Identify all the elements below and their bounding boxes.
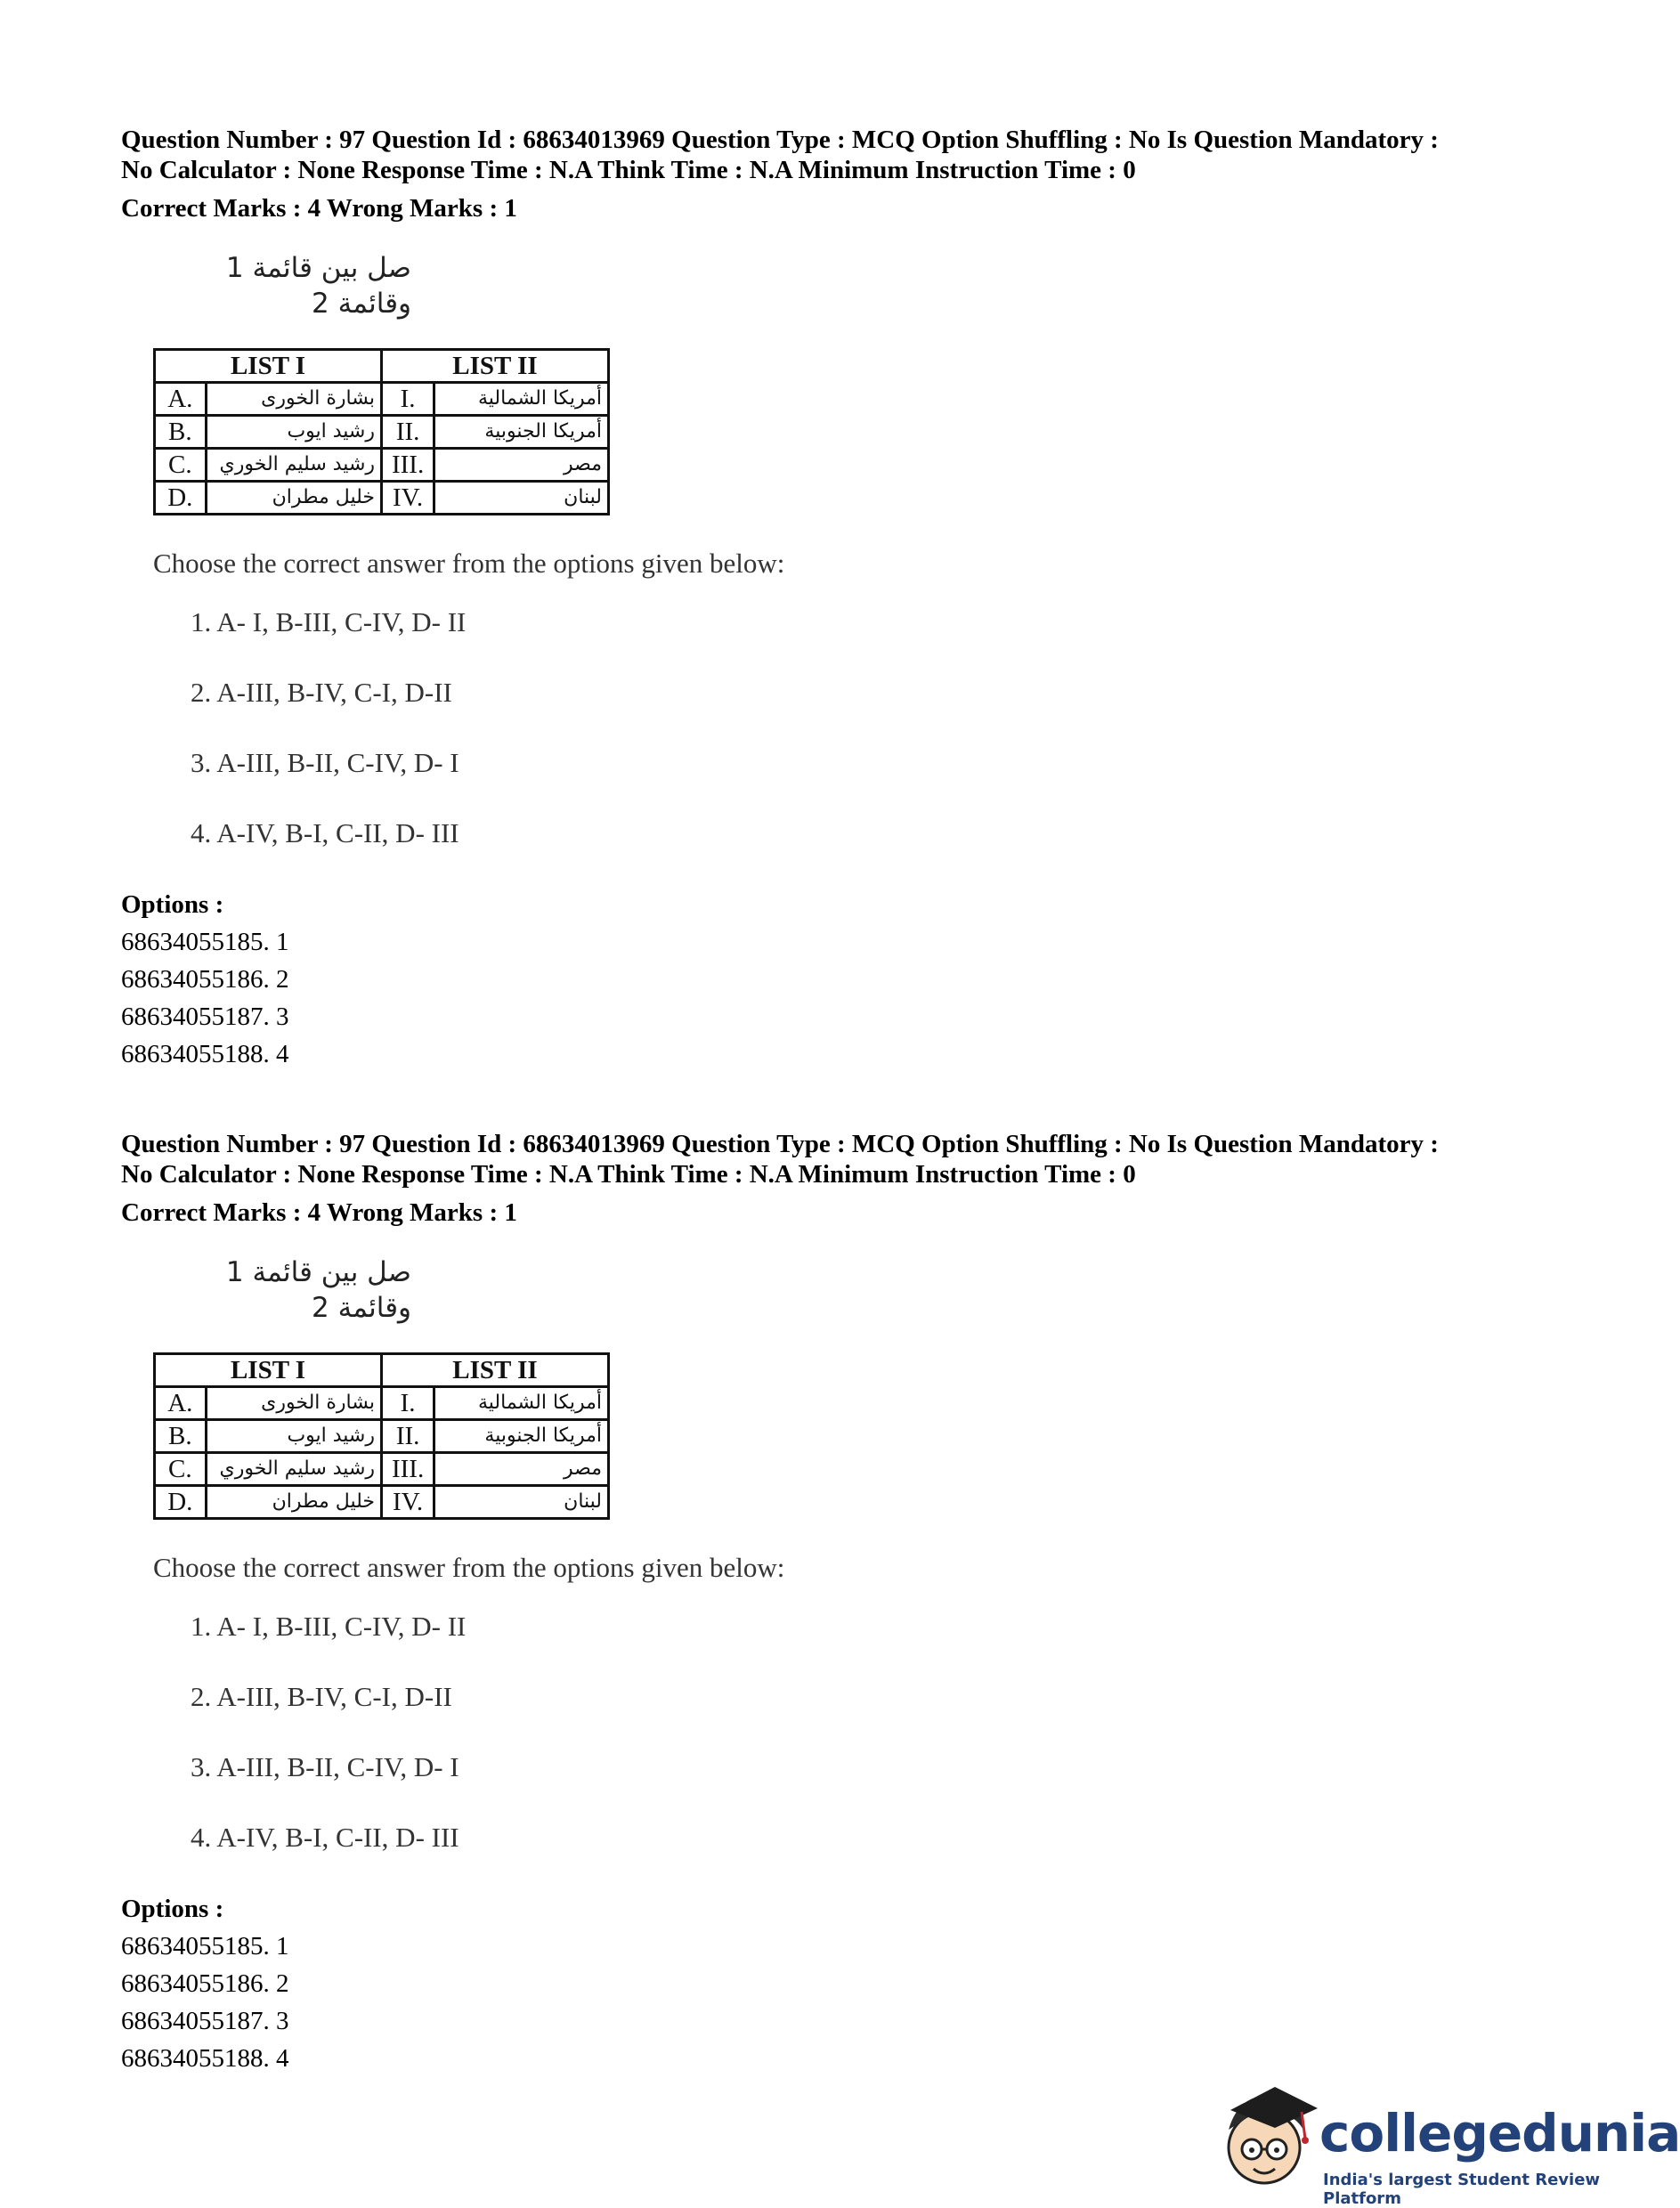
row-letter: B. — [155, 1420, 207, 1453]
row-roman: III. — [382, 1453, 434, 1486]
question-prompt: صل بين قائمة 1 وقائمة 2 — [225, 1256, 411, 1324]
choose-instruction: Choose the correct answer from the options given below: — [153, 1552, 785, 1583]
row-list-1-item: خليل مطران — [206, 482, 381, 515]
table-row — [155, 1387, 609, 1420]
row-list-2-item: لبنان — [434, 1486, 609, 1519]
marks-line: Correct Marks : 4 Wrong Marks : 1 — [121, 1198, 517, 1227]
table-row — [155, 449, 609, 482]
option-line: 68634055187. 3 — [121, 1003, 289, 1031]
logo-wordmark: collegedunia — [1319, 2103, 1680, 2163]
table-row — [155, 383, 609, 416]
question-meta-line-1: Question Number : 97 Question Id : 68634013969 Question Type : MCQ Option Shuffling : No Is Question Mandatory : — [121, 1130, 1439, 1158]
table-row — [155, 1420, 609, 1453]
option-line: 68634055186. 2 — [121, 1969, 289, 1998]
row-list-2-item: مصر — [434, 1453, 609, 1486]
row-list-1-item: رشيد ايوب — [206, 416, 381, 449]
question-block-2 — [121, 1129, 1528, 2077]
student-mascot-icon — [1213, 2076, 1319, 2201]
row-roman: III. — [382, 449, 434, 482]
row-letter: A. — [155, 1387, 207, 1420]
row-roman: I. — [382, 383, 434, 416]
row-roman: II. — [382, 1420, 434, 1453]
table-row — [155, 416, 609, 449]
question-image — [153, 250, 954, 851]
marks-line: Correct Marks : 4 Wrong Marks : 1 — [121, 194, 517, 223]
answer-list — [191, 1609, 954, 1855]
answer-choice: 1. A- I, B-III, C-IV, D- II — [191, 1611, 467, 1642]
option-line: 68634055186. 2 — [121, 965, 289, 994]
match-table-header — [155, 350, 609, 383]
option-line: 68634055185. 1 — [121, 1932, 289, 1960]
question-meta-line-2: No Calculator : None Response Time : N.A Think Time : N.A Minimum Instruction Time : 0 — [121, 156, 1136, 184]
question-meta-line-2: No Calculator : None Response Time : N.A Think Time : N.A Minimum Instruction Time : 0 — [121, 1160, 1136, 1189]
question-meta — [121, 125, 1528, 185]
row-letter: C. — [155, 449, 207, 482]
option-line: 68634055188. 4 — [121, 1040, 289, 1068]
choose-instruction: Choose the correct answer from the options given below: — [153, 548, 785, 579]
answer-choice: 3. A-III, B-II, C-IV, D- I — [191, 747, 459, 778]
list-2-header: LIST II — [382, 1354, 609, 1387]
row-list-1-item: خليل مطران — [206, 1486, 381, 1519]
list-1-header: LIST I — [155, 350, 382, 383]
row-letter: D. — [155, 482, 207, 515]
question-prompt: صل بين قائمة 1 وقائمة 2 — [225, 252, 411, 320]
list-2-header: LIST II — [382, 350, 609, 383]
table-row — [155, 1486, 609, 1519]
row-list-1-item: بشارة الخورى — [206, 383, 381, 416]
match-table-header — [155, 1354, 609, 1387]
row-list-2-item: أمريكا الجنوبية — [434, 416, 609, 449]
row-list-2-item: لبنان — [434, 482, 609, 515]
row-list-2-item: أمريكا الشمالية — [434, 1387, 609, 1420]
row-roman: IV. — [382, 482, 434, 515]
answer-choice: 3. A-III, B-II, C-IV, D- I — [191, 1751, 459, 1782]
row-letter: D. — [155, 1486, 207, 1519]
match-table — [153, 348, 610, 515]
row-list-2-item: أمريكا الشمالية — [434, 383, 609, 416]
option-line: 68634055187. 3 — [121, 2007, 289, 2035]
row-letter: C. — [155, 1453, 207, 1486]
row-list-1-item: بشارة الخورى — [206, 1387, 381, 1420]
question-meta-line-1: Question Number : 97 Question Id : 68634013969 Question Type : MCQ Option Shuffling : No Is Question Mandatory : — [121, 126, 1439, 154]
table-row — [155, 482, 609, 515]
question-meta — [121, 1129, 1528, 1189]
answer-choice: 2. A-III, B-IV, C-I, D-II — [191, 1681, 452, 1712]
logo-tagline: India's largest Student Review Platform — [1323, 2171, 1601, 2208]
question-image — [153, 1254, 954, 1855]
answer-choice: 1. A- I, B-III, C-IV, D- II — [191, 606, 467, 637]
option-line: 68634055185. 1 — [121, 928, 289, 956]
collegedunia-logo — [1213, 2076, 1680, 2208]
answer-choice: 4. A-IV, B-I, C-II, D- III — [191, 1822, 459, 1853]
row-roman: IV. — [382, 1486, 434, 1519]
row-letter: B. — [155, 416, 207, 449]
row-list-1-item: رشيد سليم الخوري — [206, 449, 381, 482]
row-list-1-item: رشيد سليم الخوري — [206, 1453, 381, 1486]
row-list-2-item: مصر — [434, 449, 609, 482]
row-list-1-item: رشيد ايوب — [206, 1420, 381, 1453]
option-line: 68634055188. 4 — [121, 2044, 289, 2073]
table-row — [155, 1453, 609, 1486]
answer-choice: 4. A-IV, B-I, C-II, D- III — [191, 817, 459, 848]
row-roman: II. — [382, 416, 434, 449]
match-table — [153, 1352, 610, 1520]
list-1-header: LIST I — [155, 1354, 382, 1387]
options-heading: Options : — [121, 890, 224, 919]
question-block-1 — [121, 125, 1528, 1073]
answer-list — [191, 605, 954, 851]
options-heading: Options : — [121, 1895, 224, 1923]
row-list-2-item: أمريكا الجنوبية — [434, 1420, 609, 1453]
answer-choice: 2. A-III, B-IV, C-I, D-II — [191, 677, 452, 708]
row-letter: A. — [155, 383, 207, 416]
row-roman: I. — [382, 1387, 434, 1420]
